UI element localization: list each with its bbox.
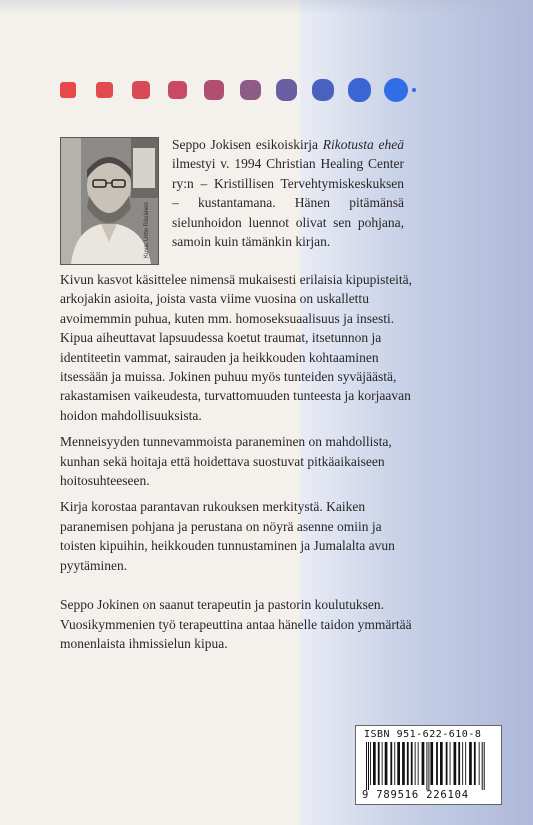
decorative-dot [96,82,113,99]
cover-top-edge [0,0,533,14]
barcode-bar [390,742,392,785]
bio-rest: ilmestyi v. 1994 Christian Healing Center ry:n – Kristillisen Tervehtymiskeskuksen – kustantamana. Hänen pitämänsä sielunhoidon luennot olivat sen pohjana, samoin kuin tämänkin kirjan. [172,156,404,250]
isbn-label: ISBN 951-622-610-8 [364,729,482,740]
barcode-bar [446,742,448,785]
blurb-paragraph-1: Kivun kasvot käsittelee nimensä mukaisesti erilaisia kipupisteitä, arkojakin asioita, joista vasta viime vuosina on uskallettu avoimemmin puhua, kuten mm. homoseksuaalisuus ja insesti. Kipua aiheuttavat lapsuudessa koetut traumat, itsetunnon ja identiteetin vammat, sairauden ja heikkouden kohtaaminen itsessään ja muissa. Jokinen puhuu myös tunteiden syväjäästä, rakastamisen vaikeudesta, turvattomuuden tunteesta ja korjaavan hoidon mahdollisuuksista. [60,272,413,423]
barcode-bar [440,742,443,785]
barcode-bar [397,742,400,785]
barcode-bar [458,742,460,785]
barcode-bar [479,742,480,785]
barcode-bar [484,742,485,790]
decorative-dot [168,81,187,100]
barcode-bar [394,742,395,785]
barcode-bar [407,742,409,785]
barcode-bar [482,742,483,790]
barcode-bar [368,742,369,790]
barcode-bar [469,742,472,785]
barcode-bar [402,742,405,785]
barcode-bar [454,742,457,785]
barcode-bar [474,742,476,785]
blurb-paragraph-2: Menneisyyden tunnevammoista paraneminen on mahdollista, kunhan sekä hoitaja että hoidettava suostuvat pitkäaikaiseen hoitosuhteeseen. [60,434,392,489]
blurb-text [60,270,420,660]
decorative-dot [204,80,224,100]
barcode-bar [436,742,438,785]
decorative-dot [60,82,76,98]
barcode-bar [430,742,433,785]
barcode-bar [411,742,413,785]
barcode-bar [450,742,451,785]
barcode-bar [378,742,380,785]
decorative-dot-small [412,88,416,92]
barcode-bar [422,742,425,785]
decorative-dot [348,78,371,101]
ean-barcode [366,742,491,790]
blurb-paragraph-3: Kirja korostaa parantavan rukouksen merkitystä. Kaiken paranemisen pohjana ja perustana on nöyrä asenne omiin ja toisten kipuihin, heikkouden tunnustaminen ja Jumalalta avun pyytäminen. [60,499,395,573]
photo-credit: Kuva: Urho Räsänen [144,202,150,258]
decorative-dot [132,81,150,99]
first-book-title: Rikotusta eheä [322,137,404,152]
author-bio [172,135,404,251]
barcode-box [355,725,502,805]
barcode-bar [382,742,383,785]
barcode-bar [465,742,466,785]
barcode-bar [462,742,463,785]
barcode-bar [385,742,388,785]
barcode-bar [366,742,367,790]
decorative-dot [384,78,408,102]
barcode-bar [426,742,427,790]
author-credentials: Seppo Jokinen on saanut terapeutin ja pastorin koulutuksen. Vuosikymmenien työ terapeuttina antaa hänelle taidon ymmärtää monenlaista ihmissielun kipua. [60,597,412,651]
bio-intro: Seppo Jokisen esikoiskirja [172,137,323,152]
barcode-bar [418,742,419,785]
barcode-bar [415,742,416,785]
ean-number: 9 789516 226104 [362,789,469,801]
barcode-bar [373,742,376,785]
decorative-dot [312,79,334,101]
decorative-dot [276,79,297,100]
decorative-dot [240,80,261,101]
barcode-bar [370,742,371,785]
barcode-bar [428,742,429,790]
